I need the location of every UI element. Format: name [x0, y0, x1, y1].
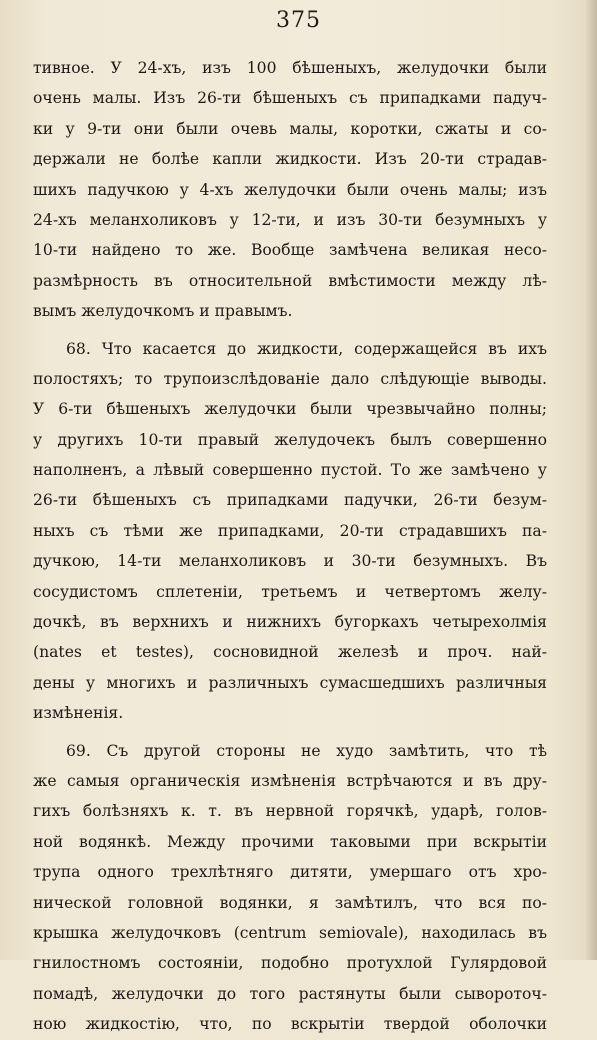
text-line: дочкѣ, въ верхнихъ и нижнихъ бугоркахъ четырехолмія: [33, 613, 547, 632]
text-line: очень малы. Изъ 26-ти бѣшеныхъ съ припадками падуч-: [33, 89, 547, 108]
text-line: 10-ти найдено то же. Вообще замѣчена великая несо-: [33, 241, 547, 260]
text-line: трупа одного трехлѣтняго дитяти, умершаго отъ хро-: [33, 863, 547, 882]
text-line: 24-хъ меланхоликовъ у 12-ти, и изъ 30-ти безумныхъ у: [33, 210, 547, 229]
text-line: полостяхъ; то трупоизслѣдованіе дало слѣдующіе выводы.: [33, 369, 547, 388]
text-line: шихъ падучкою у 4-хъ желудочки были очень малы; изъ: [33, 180, 547, 199]
page-number: 375: [276, 8, 321, 33]
text-line: измѣненія.: [33, 704, 124, 723]
text-line: ною жидкостію, что, по вскрытіи твердой оболочки: [33, 1015, 547, 1034]
text-line: помадѣ, желудочки до того растянуты были сывороточ-: [33, 984, 547, 1003]
text-line: крышка желудочковъ (centrum semiovale), находилась въ: [33, 923, 547, 942]
text-line: дучкою, 14-ти меланхоликовъ и 30-ти безумныхъ. Въ: [33, 552, 547, 571]
text-line: гихъ болѣзняхъ к. т. въ нервной горячкѣ, ударѣ, голов-: [33, 802, 547, 821]
paragraph-gap: [33, 729, 547, 736]
text-line: гнилостномъ состояніи, подобно протухлой Гулярдовой: [33, 954, 547, 973]
text-line: ки у 9-ти они были очевь малы, коротки, сжаты и со-: [33, 119, 547, 138]
text-line: нической головной водянки, я замѣтилъ, что вся по-: [33, 893, 547, 912]
text-line: размѣрность въ относительной вмѣстимости между лѣ-: [33, 271, 547, 290]
text-line: дены у многихъ и различныхъ сумасшедшихъ различныя: [33, 673, 547, 692]
text-line: же самыя органическія измѣненія встрѣчаются и въ дру-: [33, 771, 547, 790]
text-line: сосудистомъ сплетеніи, третьемъ и четвертомъ желу-: [33, 582, 547, 601]
text-line: (nates et testes), сосновидной железѣ и проч. най-: [33, 643, 547, 662]
text-line: ныхъ съ тѣми же припадками, 20-ти страдавшихъ па-: [33, 521, 547, 540]
text-line: 26-ти бѣшеныхъ съ припадками падучки, 26-ти безум-: [33, 491, 547, 510]
text-line: у другихъ 10-ти правый желудочекъ былъ совершенно: [33, 430, 547, 449]
text-line: тивное. У 24-хъ, изъ 100 бѣшеныхъ, желудочки были: [33, 59, 547, 77]
text-line: вымъ желудочкомъ и правымъ.: [33, 302, 293, 321]
text-line: ной водянкѣ. Между прочими таковыми при вскрытіи: [33, 832, 547, 851]
page-edge-shadow: [585, 0, 597, 960]
text-line: 69. Съ другой стороны не худо замѣтить, что тѣ: [66, 741, 547, 760]
text-line: держали не болѣе капли жидкости. Изъ 20-ти страдав-: [33, 150, 547, 169]
text-line: наполненъ, а лѣвый совершенно пустой. То же замѣчено у: [33, 461, 547, 480]
body-text: [33, 53, 547, 1040]
paragraph-gap: [33, 327, 547, 334]
text-line: 68. Что касается до жидкости, содержащейся въ ихъ: [66, 339, 547, 358]
text-line: У 6-ти бѣшеныхъ желудочки были чрезвычайно полны;: [33, 400, 547, 419]
